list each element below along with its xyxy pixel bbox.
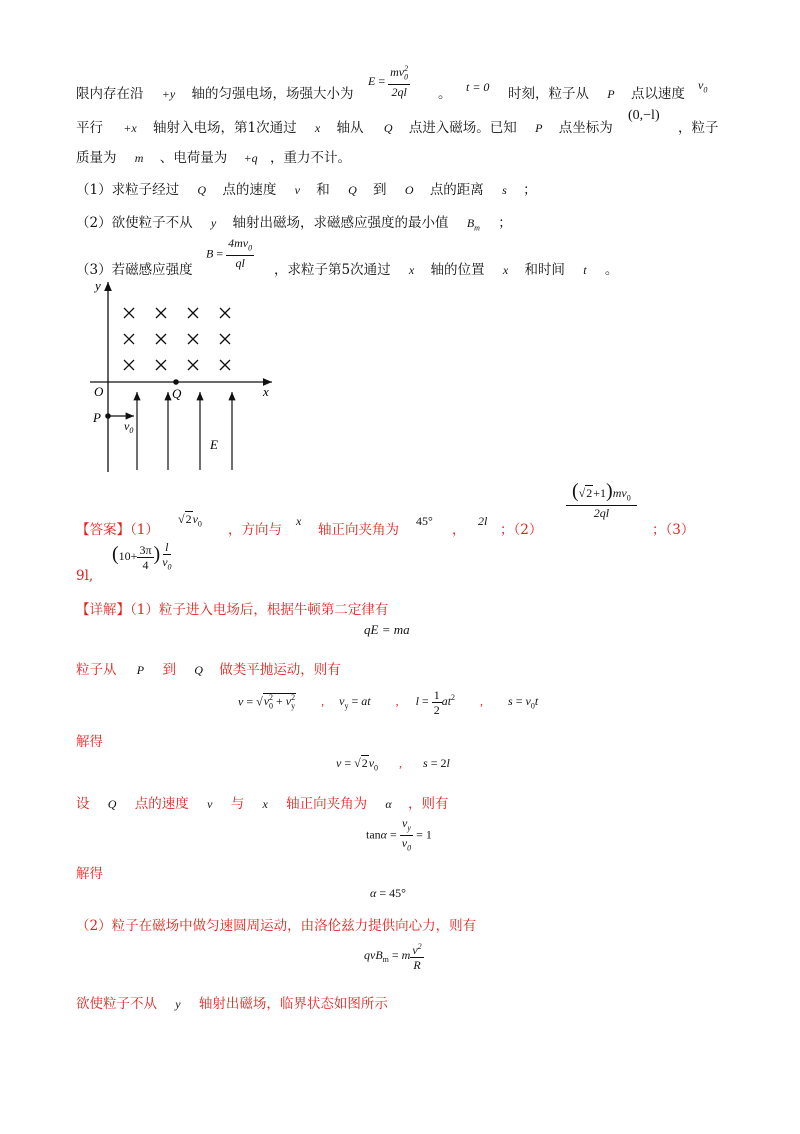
- x-axis-label: x: [263, 384, 269, 399]
- detail-solve-2: 解得: [76, 866, 103, 882]
- answer-part-3-label: ；（3）: [652, 522, 695, 538]
- p-label: P: [93, 410, 101, 425]
- problem-line-3: 质量为 m 、电荷量为 +q ，重力不计。: [76, 150, 351, 166]
- q-point: [173, 379, 179, 385]
- answer-3-position: 9l,: [76, 568, 94, 584]
- p-coordinate: (0,−l): [628, 108, 660, 123]
- problem-line-2-end: ，粒子: [678, 120, 719, 136]
- eq-tan: tanα = $\frac{v_y}{v_0}$ = 1: [366, 816, 432, 853]
- eq-result-1: $v = √2v_0$ , s = 2l: [336, 756, 450, 773]
- v0-label: $v_0$: [124, 419, 134, 435]
- y-axis-label: y: [95, 278, 101, 293]
- answer-angle: 45°: [416, 514, 433, 528]
- period: 。: [438, 86, 452, 102]
- q-label: Q: [172, 386, 182, 401]
- answer-2-min-b: $\frac{(√2+1)mv_0}{2ql}$: [566, 484, 637, 520]
- eq-lorentz: qvB$_m$ = m $\frac{v^2}{R}$: [364, 942, 422, 972]
- answer-comma: ，: [452, 522, 466, 538]
- answer-x: x: [296, 514, 302, 528]
- answer-3-time: (10+ $\frac{3\pi}{4}$ ) $\frac{l}{v_0}$: [112, 540, 172, 572]
- answer-direction: ，方向与: [228, 522, 282, 538]
- problem-line-1b: 时刻，粒子从 P 点以速度: [508, 86, 685, 102]
- question-3a: （3）若磁感应强度: [76, 262, 193, 278]
- question-1: （1）求粒子经过 Q 点的速度 v 和 Q 到 O 点的距离 s ；: [76, 182, 537, 198]
- question-3b: ，求粒子第5次通过 x 轴的位置 x 和时间 t 。: [274, 262, 619, 278]
- e-field-formula: E = $\frac{mv_0^2}{2ql}$: [368, 64, 409, 100]
- eq-alpha: α = 45°: [370, 886, 406, 900]
- e-field-label: E: [210, 437, 218, 452]
- answer-distance: 2l: [478, 514, 488, 528]
- t0-expr: t = 0: [466, 80, 490, 94]
- b-field-formula: B = $\frac{4mv_0}{ql}$: [206, 236, 253, 271]
- field-diagram: [80, 276, 290, 476]
- answer-part-2-label: ；（2）: [500, 522, 543, 538]
- detail-critical-state: 欲使粒子不从 y 轴射出磁场，临界状态如图所示: [76, 996, 388, 1012]
- detail-angle-text: 设 Q 点的速度 v 与 x 轴正向夹角为 α ，则有: [76, 796, 449, 812]
- eq-newton: qE = ma: [364, 622, 410, 637]
- problem-line-2: 平行 +x 轴射入电场，第1次通过 x 轴从 Q 点进入磁场。已知 P 点坐标为: [76, 120, 613, 136]
- detail-solve-1: 解得: [76, 734, 103, 750]
- magnetic-field-crosses: [124, 308, 230, 370]
- v0-symbol: $v_0$: [698, 78, 708, 95]
- eq-projectile: $v = √v_0^2 + v_y^2$ , $v_y$ = at , l = $\frac{1}{2}$ $at^2$ , $s = v_0t$: [238, 688, 539, 717]
- detail-projectile-text: 粒子从 P 到 Q 做类平抛运动，则有: [76, 662, 341, 678]
- problem-line-1: 限内存在沿 +y 轴的匀强电场，场强大小为: [76, 86, 354, 102]
- question-2: （2）欲使粒子不从 y 轴射出磁场，求磁感应强度的最小值 $B_m$ ；: [76, 215, 512, 233]
- answer-angle-text: 轴正向夹角为: [318, 522, 399, 538]
- detail-step-2: （2）粒子在磁场中做匀速圆周运动，由洛伦兹力提供向心力，则有: [76, 918, 477, 934]
- origin-label: O: [94, 384, 104, 399]
- detail-step-1: 【详解】（1）粒子进入电场后，根据牛顿第二定律有: [76, 602, 389, 618]
- answer-1-velocity: $√2v_0$: [178, 512, 202, 529]
- answer-line-1: 【答案】（1）: [76, 522, 159, 538]
